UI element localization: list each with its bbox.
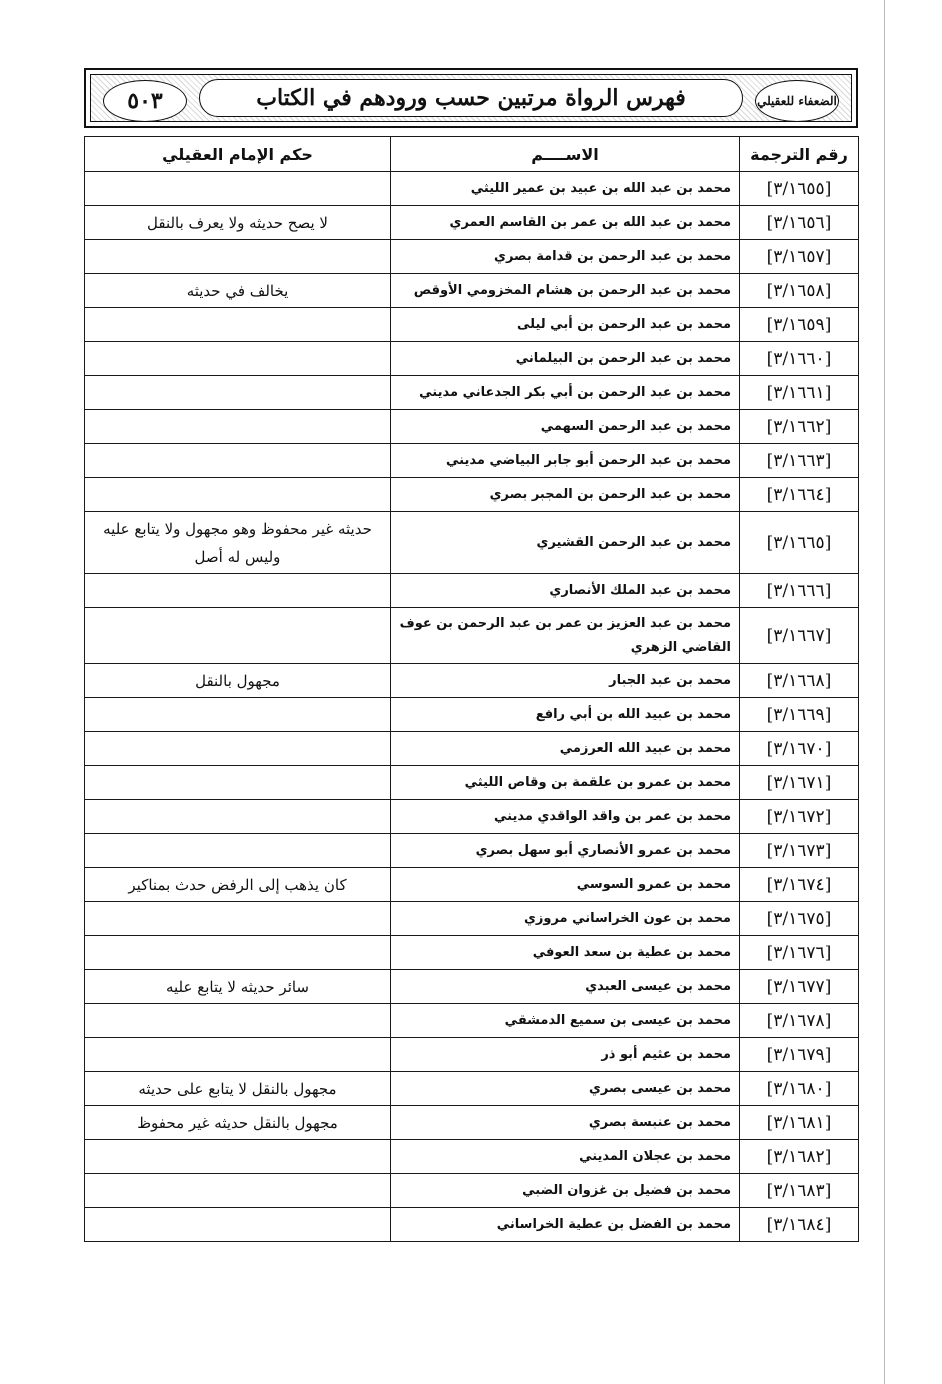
ruling-note xyxy=(85,574,391,608)
table-row xyxy=(85,478,859,512)
entry-number: [٣/١٦٧٩] xyxy=(740,1038,859,1072)
page-title: فهرس الرواة مرتبين حسب ورودهم في الكتاب xyxy=(256,85,686,111)
ruling-note xyxy=(85,444,391,478)
narrator-name: محمد بن عبد الله بن عبيد بن عمير الليثي xyxy=(391,172,740,206)
ruling-note: كان يذهب إلى الرفض حدث بمناكير xyxy=(85,868,391,902)
narrator-name: محمد بن عبد الرحمن بن أبي ليلى xyxy=(391,308,740,342)
entry-number: [٣/١٦٦٧] xyxy=(740,608,859,664)
column-header-name: الاســــم xyxy=(391,137,740,172)
table-row xyxy=(85,868,859,902)
book-logo-text: الضعفاء للعقيلي xyxy=(757,94,837,108)
entry-number: [٣/١٦٦٣] xyxy=(740,444,859,478)
page-number: ٥٠٣ xyxy=(127,88,163,114)
ruling-note xyxy=(85,376,391,410)
table-row xyxy=(85,574,859,608)
table-row xyxy=(85,512,859,574)
narrator-name: محمد بن عمر بن واقد الواقدي مديني xyxy=(391,800,740,834)
entry-number: [٣/١٦٧٥] xyxy=(740,902,859,936)
page-header xyxy=(84,68,858,128)
column-header-ruling: حكم الإمام العقيلي xyxy=(85,137,391,172)
narrators-index-table xyxy=(84,136,859,1242)
table-row xyxy=(85,664,859,698)
narrator-name: محمد بن عبد العزيز بن عمر بن عبد الرحمن بن عوف القاضي الزهري xyxy=(391,608,740,664)
ruling-note xyxy=(85,240,391,274)
title-cartouche xyxy=(199,79,743,117)
page-number-cartouche xyxy=(103,80,187,122)
table-row xyxy=(85,834,859,868)
table-row xyxy=(85,376,859,410)
ruling-note: لا يصح حديثه ولا يعرف بالنقل xyxy=(85,206,391,240)
entry-number: [٣/١٦٦٠] xyxy=(740,342,859,376)
narrator-name: محمد بن عيسى بصري xyxy=(391,1072,740,1106)
entry-number: [٣/١٦٥٩] xyxy=(740,308,859,342)
table-row xyxy=(85,1072,859,1106)
entry-number: [٣/١٦٦١] xyxy=(740,376,859,410)
ruling-note xyxy=(85,698,391,732)
table-row xyxy=(85,732,859,766)
table-row xyxy=(85,766,859,800)
table-row xyxy=(85,274,859,308)
narrator-name: محمد بن عنبسة بصري xyxy=(391,1106,740,1140)
table-row xyxy=(85,800,859,834)
table-header-row xyxy=(85,137,859,172)
narrator-name: محمد بن عبد الرحمن بن قدامة بصري xyxy=(391,240,740,274)
entry-number: [٣/١٦٥٧] xyxy=(740,240,859,274)
ruling-note xyxy=(85,478,391,512)
narrator-name: محمد بن عبد الله بن عمر بن القاسم العمري xyxy=(391,206,740,240)
entry-number: [٣/١٦٦٥] xyxy=(740,512,859,574)
entry-number: [٣/١٦٧٢] xyxy=(740,800,859,834)
entry-number: [٣/١٦٧٠] xyxy=(740,732,859,766)
ruling-note xyxy=(85,800,391,834)
table-row xyxy=(85,970,859,1004)
narrator-name: محمد بن عمرو الأنصاري أبو سهل بصري xyxy=(391,834,740,868)
column-header-number: رقم الترجمة xyxy=(740,137,859,172)
entry-number: [٣/١٦٦٦] xyxy=(740,574,859,608)
ruling-note xyxy=(85,834,391,868)
entry-number: [٣/١٦٨٠] xyxy=(740,1072,859,1106)
narrator-name: محمد بن عمرو السوسي xyxy=(391,868,740,902)
ruling-note xyxy=(85,732,391,766)
ornamental-frame xyxy=(90,74,852,122)
table-row xyxy=(85,1004,859,1038)
ruling-note xyxy=(85,1208,391,1242)
ruling-note: مجهول بالنقل حديثه غير محفوظ xyxy=(85,1106,391,1140)
narrator-name: محمد بن عجلان المديني xyxy=(391,1140,740,1174)
narrator-name: محمد بن عمرو بن علقمة بن وقاص الليثي xyxy=(391,766,740,800)
ruling-note xyxy=(85,342,391,376)
table-row xyxy=(85,172,859,206)
entry-number: [٣/١٦٧٤] xyxy=(740,868,859,902)
table-row xyxy=(85,698,859,732)
entry-number: [٣/١٦٥٥] xyxy=(740,172,859,206)
ruling-note: حديثه غير محفوظ وهو مجهول ولا يتابع عليه وليس له أصل xyxy=(85,512,391,574)
entry-number: [٣/١٦٦٢] xyxy=(740,410,859,444)
entry-number: [٣/١٦٧٣] xyxy=(740,834,859,868)
table-row xyxy=(85,444,859,478)
ruling-note xyxy=(85,172,391,206)
ruling-note xyxy=(85,936,391,970)
ruling-note xyxy=(85,766,391,800)
entry-number: [٣/١٦٨٢] xyxy=(740,1140,859,1174)
narrator-name: محمد بن عبد الجبار xyxy=(391,664,740,698)
entry-number: [٣/١٦٨٣] xyxy=(740,1174,859,1208)
entry-number: [٣/١٦٥٨] xyxy=(740,274,859,308)
table-row xyxy=(85,936,859,970)
ruling-note xyxy=(85,1140,391,1174)
narrator-name: محمد بن عبد الملك الأنصاري xyxy=(391,574,740,608)
table-row xyxy=(85,608,859,664)
table-row xyxy=(85,342,859,376)
table-row xyxy=(85,1208,859,1242)
narrator-name: محمد بن عبد الرحمن أبو جابر البياضي مديني xyxy=(391,444,740,478)
table-row xyxy=(85,308,859,342)
table-row xyxy=(85,902,859,936)
book-logo xyxy=(755,80,839,122)
entry-number: [٣/١٦٧٦] xyxy=(740,936,859,970)
narrator-name: محمد بن عبد الرحمن بن البيلماني xyxy=(391,342,740,376)
narrator-name: محمد بن الفضل بن عطية الخراساني xyxy=(391,1208,740,1242)
entry-number: [٣/١٦٦٩] xyxy=(740,698,859,732)
narrator-name: محمد بن عبد الرحمن القشيري xyxy=(391,512,740,574)
ruling-note xyxy=(85,1004,391,1038)
entry-number: [٣/١٦٨١] xyxy=(740,1106,859,1140)
narrator-name: محمد بن عبد الرحمن بن أبي بكر الجدعاني مديني xyxy=(391,376,740,410)
table-row xyxy=(85,206,859,240)
table-row xyxy=(85,1038,859,1072)
narrator-name: محمد بن عيسى العبدي xyxy=(391,970,740,1004)
entry-number: [٣/١٦٦٨] xyxy=(740,664,859,698)
entry-number: [٣/١٦٥٦] xyxy=(740,206,859,240)
narrator-name: محمد بن عبيد الله العرزمي xyxy=(391,732,740,766)
table-row xyxy=(85,240,859,274)
page-edge-line xyxy=(884,0,885,1384)
entry-number: [٣/١٦٦٤] xyxy=(740,478,859,512)
entry-number: [٣/١٦٧٨] xyxy=(740,1004,859,1038)
narrator-name: محمد بن عيسى بن سميع الدمشقي xyxy=(391,1004,740,1038)
ruling-note xyxy=(85,308,391,342)
narrator-name: محمد بن عبد الرحمن بن هشام المخزومي الأوقص xyxy=(391,274,740,308)
table-row xyxy=(85,1140,859,1174)
ruling-note: مجهول بالنقل xyxy=(85,664,391,698)
ruling-note: مجهول بالنقل لا يتابع على حديثه xyxy=(85,1072,391,1106)
ruling-note: سائر حديثه لا يتابع عليه xyxy=(85,970,391,1004)
narrator-name: محمد بن عون الخراساني مروزي xyxy=(391,902,740,936)
entry-number: [٣/١٦٧٧] xyxy=(740,970,859,1004)
narrator-name: محمد بن عبيد الله بن أبي رافع xyxy=(391,698,740,732)
ruling-note xyxy=(85,410,391,444)
ruling-note xyxy=(85,902,391,936)
narrator-name: محمد بن فضيل بن غزوان الضبي xyxy=(391,1174,740,1208)
ruling-note: يخالف في حديثه xyxy=(85,274,391,308)
table-row xyxy=(85,1174,859,1208)
narrator-name: محمد بن عبد الرحمن بن المجبر بصري xyxy=(391,478,740,512)
table-row xyxy=(85,1106,859,1140)
ruling-note xyxy=(85,608,391,664)
table-row xyxy=(85,410,859,444)
ruling-note xyxy=(85,1038,391,1072)
entry-number: [٣/١٦٨٤] xyxy=(740,1208,859,1242)
narrator-name: محمد بن عثيم أبو ذر xyxy=(391,1038,740,1072)
narrator-name: محمد بن عبد الرحمن السهمي xyxy=(391,410,740,444)
entry-number: [٣/١٦٧١] xyxy=(740,766,859,800)
narrator-name: محمد بن عطية بن سعد العوفي xyxy=(391,936,740,970)
ruling-note xyxy=(85,1174,391,1208)
